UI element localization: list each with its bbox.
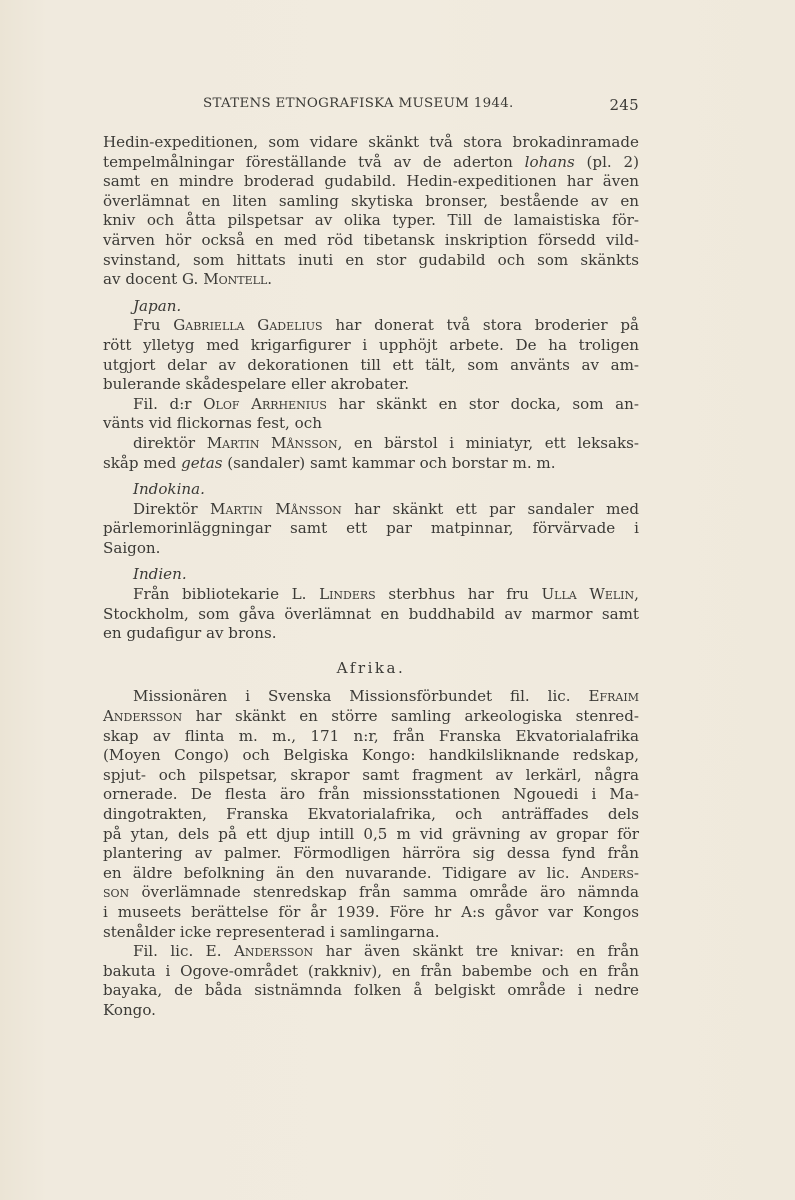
text-line: kniv och åtta pilspetsar av olika typer. Till de lamaistiska för-	[103, 211, 639, 230]
body-text	[103, 133, 639, 1021]
text-line: i museets berättelse för år 1939. Före hr A:s gåvor var Kongos	[103, 902, 639, 921]
text-line: Stockholm, som gåva överlämnat en buddhabild av marmor samt	[103, 604, 639, 623]
text-line: spjut- och pilspetsar, skrapor samt fragment av lerkärl, några	[103, 765, 639, 784]
text-line: bakuta i Ogove-området (rakkniv), en från babembe och en från	[103, 961, 639, 980]
text-span: (sandaler) samt kammar och borstar m. m.	[227, 453, 556, 472]
text-span: tempelmålningar föreställande två av de aderton	[103, 152, 513, 171]
text-line	[103, 454, 639, 474]
text-span: Fil. lic. E.	[133, 942, 222, 961]
person-name: Linders	[319, 585, 376, 604]
text-line: Saigon.	[103, 538, 161, 557]
text-span: Fil. d:r	[133, 394, 192, 413]
text-line	[103, 395, 639, 415]
person-name: Efraim	[588, 687, 639, 706]
text-span: Fru	[133, 316, 161, 335]
text-line: plantering av palmer. Förmodligen härröra sig dessa fynd från	[103, 844, 639, 863]
running-title: STATENS ETNOGRAFISKA MUSEUM 1944.	[203, 96, 514, 111]
text-line: ornerade. De flesta äro från missionsstationen Ngouedi i Ma-	[103, 785, 639, 804]
text-span: en äldre befolkning än den nuvarande. Tidigare av lic.	[103, 863, 570, 882]
text-line: överlämnat en liten samling skytiska bronser, bestående av en	[103, 191, 639, 210]
text-line: värven hör också en med röd tibetansk inskription försedd vild-	[103, 230, 639, 249]
text-line: Kongo.	[103, 1000, 156, 1019]
text-line: samt en mindre broderad gudabild. Hedin-expeditionen har även	[103, 172, 639, 191]
text-span: sterbhus har fru	[388, 585, 529, 604]
person-name: Gabriella Gadelius	[173, 316, 323, 335]
text-span: Direktör	[133, 499, 198, 518]
text-line: pärlemorinläggningar samt ett par matpinnar, förvärvade i	[103, 519, 639, 538]
text-span: överlämnade stenredskap från samma område äro nämnda	[141, 883, 639, 902]
person-name: Montell.	[203, 270, 273, 289]
text-line	[103, 153, 639, 173]
text-line: utgjort delar av dekorationen till ett tält, som använts av am-	[103, 355, 639, 374]
text-span: (pl. 2)	[586, 152, 639, 171]
section-heading-afrika: Afrika.	[336, 658, 406, 677]
text-line: skap av flinta m. m., 171 n:r, från Franska Ekvatorialafrika	[103, 726, 639, 745]
page-number: 245	[609, 96, 639, 114]
person-name: son	[103, 883, 130, 902]
text-line	[103, 942, 639, 962]
text-line: rött ylletyg med krigarfigurer i upphöjt arbete. De ha troligen	[103, 335, 639, 354]
running-header	[103, 96, 639, 116]
person-name: Martin Månsson	[206, 433, 338, 452]
subheading-indien: Indien.	[133, 565, 187, 584]
person-name: Olof Arrhenius	[203, 394, 327, 413]
text-line	[103, 500, 639, 520]
text-span: har skänkt ett par sandaler med	[354, 499, 639, 518]
subheading-indokina: Indokina.	[133, 480, 205, 499]
italic-term: getas	[181, 453, 223, 472]
text-line: Hedin-expeditionen, som vidare skänkt två stora brokadinramade	[103, 133, 639, 151]
text-line	[103, 687, 639, 707]
text-span: Från bibliotekarie L.	[133, 585, 307, 604]
text-line	[103, 707, 639, 727]
text-line: svinstand, som hittats inuti en stor gudabild och som skänkts	[103, 250, 639, 269]
person-name: Ulla Welin,	[541, 585, 639, 604]
italic-term: lohans	[524, 152, 575, 171]
person-name: Andersson	[233, 942, 314, 961]
person-name: Martin Månsson	[210, 499, 342, 518]
text-span: har även skänkt tre knivar: en från	[325, 942, 639, 961]
text-line	[103, 864, 639, 884]
text-line: en gudafigur av brons.	[103, 624, 277, 643]
text-span: , en bärstol i miniatyr, ett leksaks-	[337, 433, 639, 452]
text-line	[103, 585, 639, 605]
text-line	[103, 316, 639, 336]
text-span: har skänkt en större samling arkeologiska stenred-	[195, 707, 639, 726]
text-line: bulerande skådespelare eller akrobater.	[103, 375, 410, 394]
text-span: skåp med	[103, 453, 177, 472]
text-line: dingotrakten, Franska Ekvatorialafrika, och anträffades dels	[103, 805, 639, 823]
text-span: har donerat två stora broderier på	[335, 316, 639, 335]
text-line: vänts vid flickornas fest, och	[103, 414, 322, 433]
person-name: Andersson	[103, 707, 183, 726]
text-line: bayaka, de båda sistnämnda folken å belgiskt område i nedre	[103, 981, 639, 1000]
person-name: Anders-	[580, 863, 639, 882]
text-line: (Moyen Congo) och Belgiska Kongo: handkilsliknande redskap,	[103, 746, 639, 765]
text-span: direktör	[133, 433, 196, 452]
text-line	[103, 434, 639, 454]
text-span: av docent G.	[103, 270, 199, 289]
text-line: på ytan, dels på ett djup intill 0,5 m vid grävning av gropar för	[103, 824, 639, 843]
text-line	[103, 883, 639, 903]
text-span: har skänkt en stor docka, som an-	[338, 394, 639, 413]
text-line: stenålder icke representerad i samlingarna.	[103, 922, 440, 941]
subheading-japan: Japan.	[133, 296, 182, 315]
text-line	[103, 270, 639, 290]
text-span: Missionären i Svenska Missionsförbundet fil. lic.	[133, 687, 571, 706]
